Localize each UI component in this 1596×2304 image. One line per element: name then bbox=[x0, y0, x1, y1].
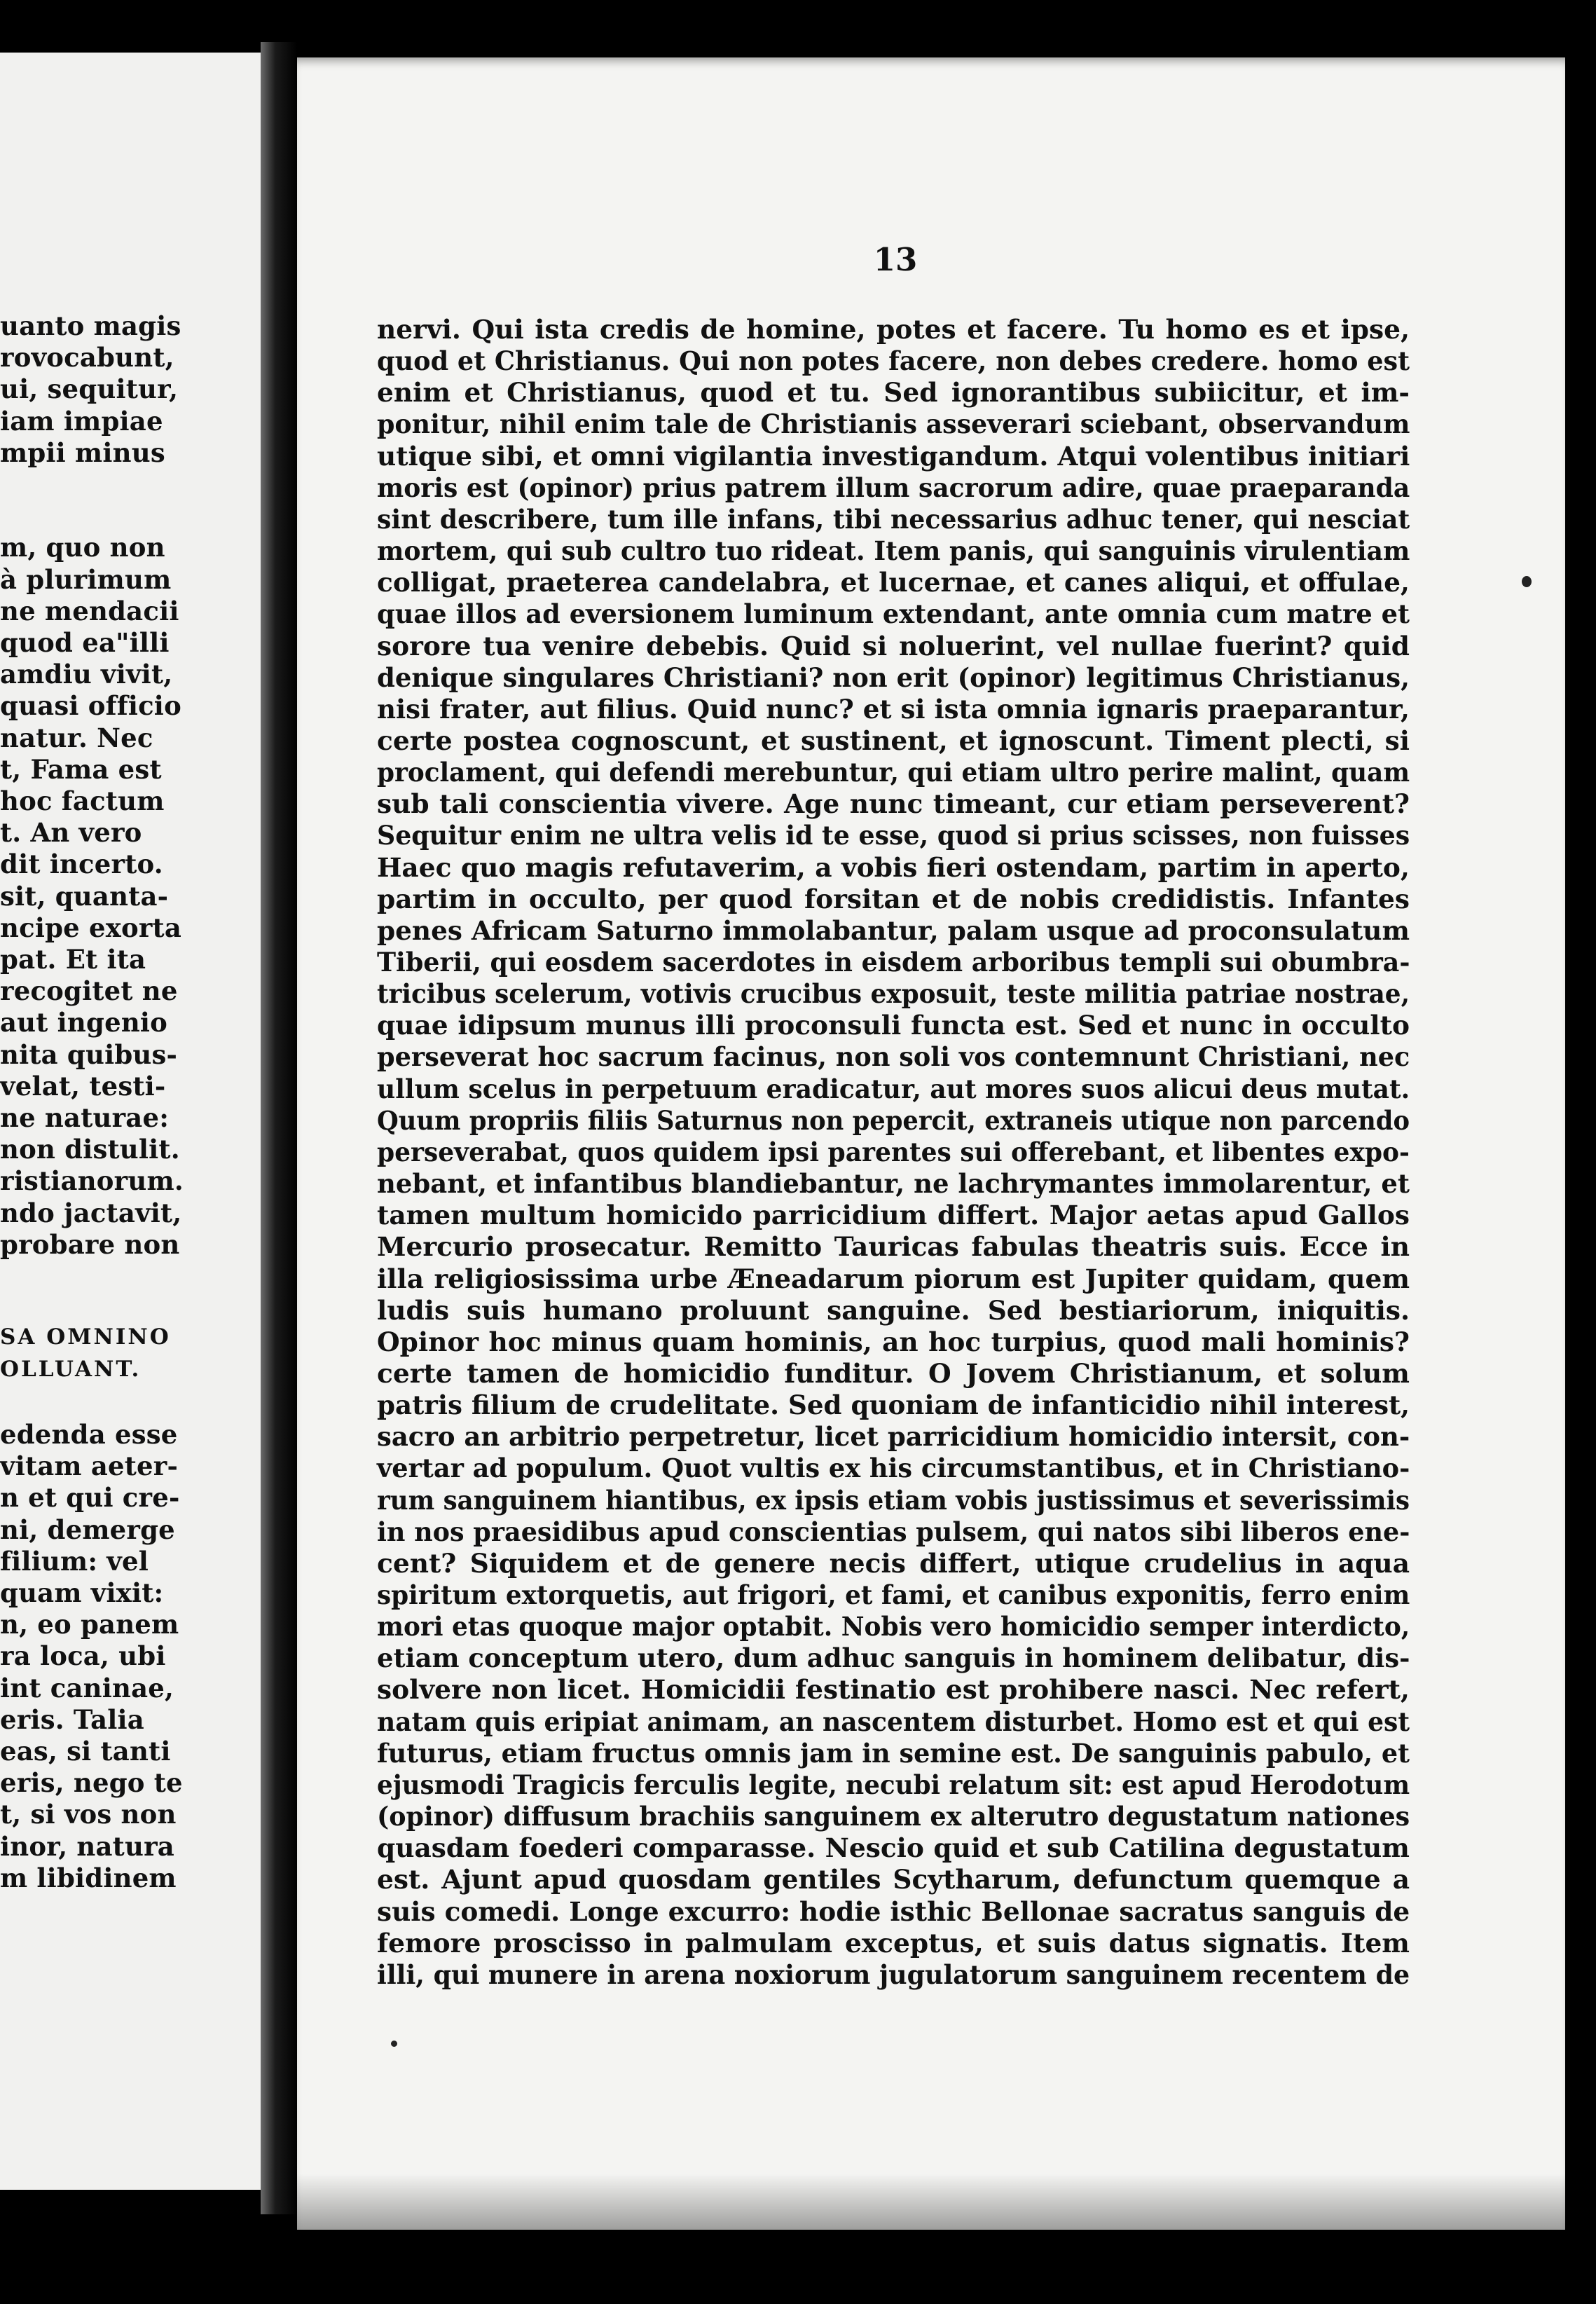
body-text-line: partim in occulto, per quod forsitan et de nobis credidistis. Infantes bbox=[377, 883, 1410, 914]
left-page-line: aut ingenio bbox=[0, 1007, 168, 1038]
body-text-line: tamen multum homicido parricidium differt. Major aetas apud Gallos bbox=[377, 1200, 1410, 1231]
left-page-line: int caninae, bbox=[0, 1672, 174, 1703]
left-page-line: ne mendacii bbox=[0, 595, 179, 626]
body-text-line: mortem, qui sub cultro tuo rideat. Item panis, qui sanguinis virulentiam bbox=[377, 535, 1410, 567]
main-page bbox=[297, 57, 1565, 2230]
left-page-line: iam impiae bbox=[0, 405, 163, 437]
left-page-line: m libidinem bbox=[0, 1862, 177, 1893]
body-text-line: sorore tua venire debebis. Quid si noluerint, vel nullae fuerint? quid bbox=[377, 630, 1410, 661]
body-text-line: etiam conceptum utero, dum adhuc sanguis in hominem delibatur, dis- bbox=[377, 1643, 1410, 1674]
left-page-line: velat, testi- bbox=[0, 1070, 166, 1102]
body-text-line: ejusmodi Tragicis ferculis legite, necubi relatum sit: est apud Herodotum bbox=[377, 1769, 1410, 1800]
left-page-line: ristianorum. bbox=[0, 1165, 184, 1197]
body-text-line: sacro an arbitrio perpetretur, licet parricidium homicidio intersit, con- bbox=[377, 1421, 1410, 1453]
body-text-line: Opinor hoc minus quam hominis, an hoc turpius, quod mali hominis? bbox=[377, 1326, 1410, 1357]
left-page-line: m, quo non bbox=[0, 532, 165, 563]
body-text-line: Sequitur enim ne ultra velis id te esse, quod si prius scisses, non fuisses bbox=[377, 820, 1410, 851]
left-page-line: nita quibus- bbox=[0, 1038, 178, 1070]
body-text-line: spiritum extorquetis, aut frigori, et fami, et canibus exponitis, ferro enim bbox=[377, 1579, 1410, 1610]
body-text-line: ponitur, nihil enim tale de Christianis asseverari sciebant, observandum bbox=[377, 409, 1410, 440]
body-text-line: ludis suis humano proluunt sanguine. Sed bestiariorum, iniquitis. bbox=[377, 1294, 1410, 1326]
body-text-line: certe postea cognoscunt, et sustinent, et ignoscunt. Timent plecti, si bbox=[377, 725, 1410, 756]
left-page-line: sit, quanta- bbox=[0, 880, 169, 912]
body-text-line: quae illos ad eversionem luminum extendant, ante omnia cum matre et bbox=[377, 598, 1410, 630]
left-page-line: quasi officio bbox=[0, 690, 181, 722]
left-page-line: t, si vos non bbox=[0, 1799, 177, 1830]
body-text-line: quod et Christianus. Qui non potes facere, non debes credere. homo est bbox=[377, 345, 1410, 377]
body-text-line: penes Africam Saturno immolabantur, palam usque ad proconsulatum bbox=[377, 914, 1410, 946]
ink-speck bbox=[391, 2041, 397, 2047]
body-text-line: ullum scelus in perpetuum eradicatur, aut mores suos alicui deus mutat. bbox=[377, 1073, 1410, 1104]
left-page-line: ui, sequitur, bbox=[0, 373, 179, 405]
body-text-line: perseverabat, quos quidem ipsi parentes sui offerebant, et libentes expo- bbox=[377, 1136, 1410, 1167]
page-edge-shadow bbox=[297, 2174, 1565, 2230]
body-text-line: suis comedi. Longe excurro: hodie isthic Bellonae sacratus sanguis de bbox=[377, 1895, 1410, 1927]
left-page-line: non distulit. bbox=[0, 1134, 180, 1165]
body-text-line: Quum propriis filiis Saturnus non pepercit, extraneis utique non parcendo bbox=[377, 1104, 1410, 1136]
left-page-line: filium: vel bbox=[0, 1545, 149, 1577]
left-page-line: ndo jactavit, bbox=[0, 1197, 182, 1228]
body-text-line: moris est (opinor) prius patrem illum sacrorum adire, quae praeparanda bbox=[377, 472, 1410, 503]
left-page-line: à plurimum bbox=[0, 563, 172, 595]
body-text-line: proclament, qui defendi merebuntur, qui etiam ultro perire malint, quam bbox=[377, 757, 1410, 788]
left-page-line: probare non bbox=[0, 1228, 180, 1260]
body-text-line: Tiberii, qui eosdem sacerdotes in eisdem arboribus templi sui obumbra- bbox=[377, 947, 1410, 978]
body-text-line: sub tali conscientia vivere. Age nunc timeant, cur etiam perseverent? bbox=[377, 788, 1410, 820]
page-number: 13 bbox=[873, 241, 918, 278]
book-gutter bbox=[261, 42, 297, 2214]
body-text-line: futurus, etiam fructus omnis jam in semine est. De sanguinis pabulo, et bbox=[377, 1737, 1410, 1769]
body-text-line: rum sanguinem hiantibus, ex ipsis etiam vobis justissimus et severissimis bbox=[377, 1484, 1410, 1516]
body-text-line: mori etas quoque major optabit. Nobis vero homicidio semper interdicto, bbox=[377, 1611, 1410, 1643]
left-page-line: quam vixit: bbox=[0, 1577, 164, 1608]
body-text-line: est. Ajunt apud quosdam gentiles Scytharum, defunctum quemque a bbox=[377, 1864, 1410, 1895]
left-page-line: eas, si tanti bbox=[0, 1736, 171, 1767]
body-text-line: colligat, praeterea candelabra, et lucernae, et canes aliqui, et offulae, bbox=[377, 567, 1410, 598]
left-page-line: n, eo panem bbox=[0, 1609, 179, 1640]
body-text-line: (opinor) diffusum brachiis sanguinem ex alterutro degustatum nationes bbox=[377, 1801, 1410, 1832]
left-page-line: eris, nego te bbox=[0, 1767, 183, 1799]
left-page-line: amdiu vivit, bbox=[0, 659, 173, 690]
body-text-line: patris filium de crudelitate. Sed quoniam de infanticidio nihil interest, bbox=[377, 1390, 1410, 1421]
body-text-line: illi, qui munere in arena noxiorum jugulatorum sanguinem recentem de bbox=[377, 1959, 1410, 1990]
left-facing-page bbox=[0, 53, 261, 2190]
left-page-line: SA OMNINO bbox=[0, 1324, 171, 1350]
body-text-line: certe tamen de homicidio funditur. O Jovem Christianum, et solum bbox=[377, 1357, 1410, 1389]
ink-speck bbox=[1522, 576, 1532, 587]
body-text-line: enim et Christianus, quod et tu. Sed ignorantibus subiicitur, et im- bbox=[377, 377, 1410, 409]
left-page-line: t. An vero bbox=[0, 817, 142, 849]
left-page-line: n et qui cre- bbox=[0, 1482, 180, 1514]
body-text-line: quae idipsum munus illi proconsuli functa est. Sed et nunc in occulto bbox=[377, 1010, 1410, 1041]
left-page-line: uanto magis bbox=[0, 310, 181, 341]
left-page-line: edenda esse bbox=[0, 1419, 178, 1450]
left-page-line: dit incerto. bbox=[0, 849, 163, 880]
body-text-line: utique sibi, et omni vigilantia investigandum. Atqui volentibus initiari bbox=[377, 440, 1410, 472]
left-page-line: t, Fama est bbox=[0, 753, 162, 785]
left-page-line: eris. Talia bbox=[0, 1703, 144, 1735]
left-page-line: inor, natura bbox=[0, 1830, 174, 1862]
left-page-line: natur. Nec bbox=[0, 722, 153, 753]
body-text-line: Haec quo magis refutaverim, a vobis fieri ostendam, partim in aperto, bbox=[377, 851, 1410, 883]
body-text-line: cent? Siquidem et de genere necis differt, utique crudelius in aqua bbox=[377, 1547, 1410, 1579]
body-text-line: femore proscisso in palmulam exceptus, et suis datus signatis. Item bbox=[377, 1927, 1410, 1959]
body-text-line: illa religiosissima urbe Æneadarum piorum est Jupiter quidam, quem bbox=[377, 1263, 1410, 1294]
left-page-line: rovocabunt, bbox=[0, 342, 174, 373]
body-text-line: sint describere, tum ille infans, tibi necessarius adhuc tener, qui nesciat bbox=[377, 503, 1410, 535]
body-text-line: denique singulares Christiani? non erit (opinor) legitimus Christianus, bbox=[377, 661, 1410, 693]
left-page-line: OLLUANT. bbox=[0, 1356, 142, 1382]
left-page-line: pat. Et ita bbox=[0, 944, 146, 975]
left-page-line: vitam aeter- bbox=[0, 1451, 179, 1482]
body-text-line: tricibus scelerum, votivis crucibus exposuit, teste militia patriae nostrae, bbox=[377, 978, 1410, 1010]
left-page-line: ni, demerge bbox=[0, 1514, 175, 1545]
body-text-line: nervi. Qui ista credis de homine, potes et facere. Tu homo es et ipse, bbox=[377, 314, 1410, 345]
body-text-line: quasdam foederi comparasse. Nescio quid et sub Catilina degustatum bbox=[377, 1832, 1410, 1864]
left-page-line: mpii minus bbox=[0, 437, 165, 468]
body-text-line: nebant, et infantibus blandiebantur, ne lachrymantes immolarentur, et bbox=[377, 1168, 1410, 1200]
body-text-line: vertar ad populum. Quot vultis ex his circumstantibus, et in Christiano- bbox=[377, 1453, 1410, 1484]
body-text-line: natam quis eripiat animam, an nascentem disturbet. Homo est et qui est bbox=[377, 1706, 1410, 1737]
body-text-line: solvere non licet. Homicidii festinatio est prohibere nasci. Nec refert, bbox=[377, 1674, 1410, 1706]
left-page-line: ne naturae: bbox=[0, 1102, 170, 1133]
body-text-line: in nos praesidibus apud conscientias pulsem, qui natos sibi liberos ene- bbox=[377, 1516, 1410, 1547]
body-text-line: Mercurio prosecatur. Remitto Tauricas fabulas theatris suis. Ecce in bbox=[377, 1231, 1410, 1263]
body-text-line: nisi frater, aut filius. Quid nunc? et si ista omnia ignaris praeparantur, bbox=[377, 693, 1410, 725]
left-page-line: recogitet ne bbox=[0, 975, 178, 1007]
left-page-line: hoc factum bbox=[0, 786, 165, 816]
left-page-line: ncipe exorta bbox=[0, 912, 182, 943]
left-page-line: quod ea"illi bbox=[0, 627, 170, 658]
body-text-line: perseverat hoc sacrum facinus, non soli vos contemnunt Christiani, nec bbox=[377, 1041, 1410, 1073]
left-page-line: ra loca, ubi bbox=[0, 1640, 166, 1672]
